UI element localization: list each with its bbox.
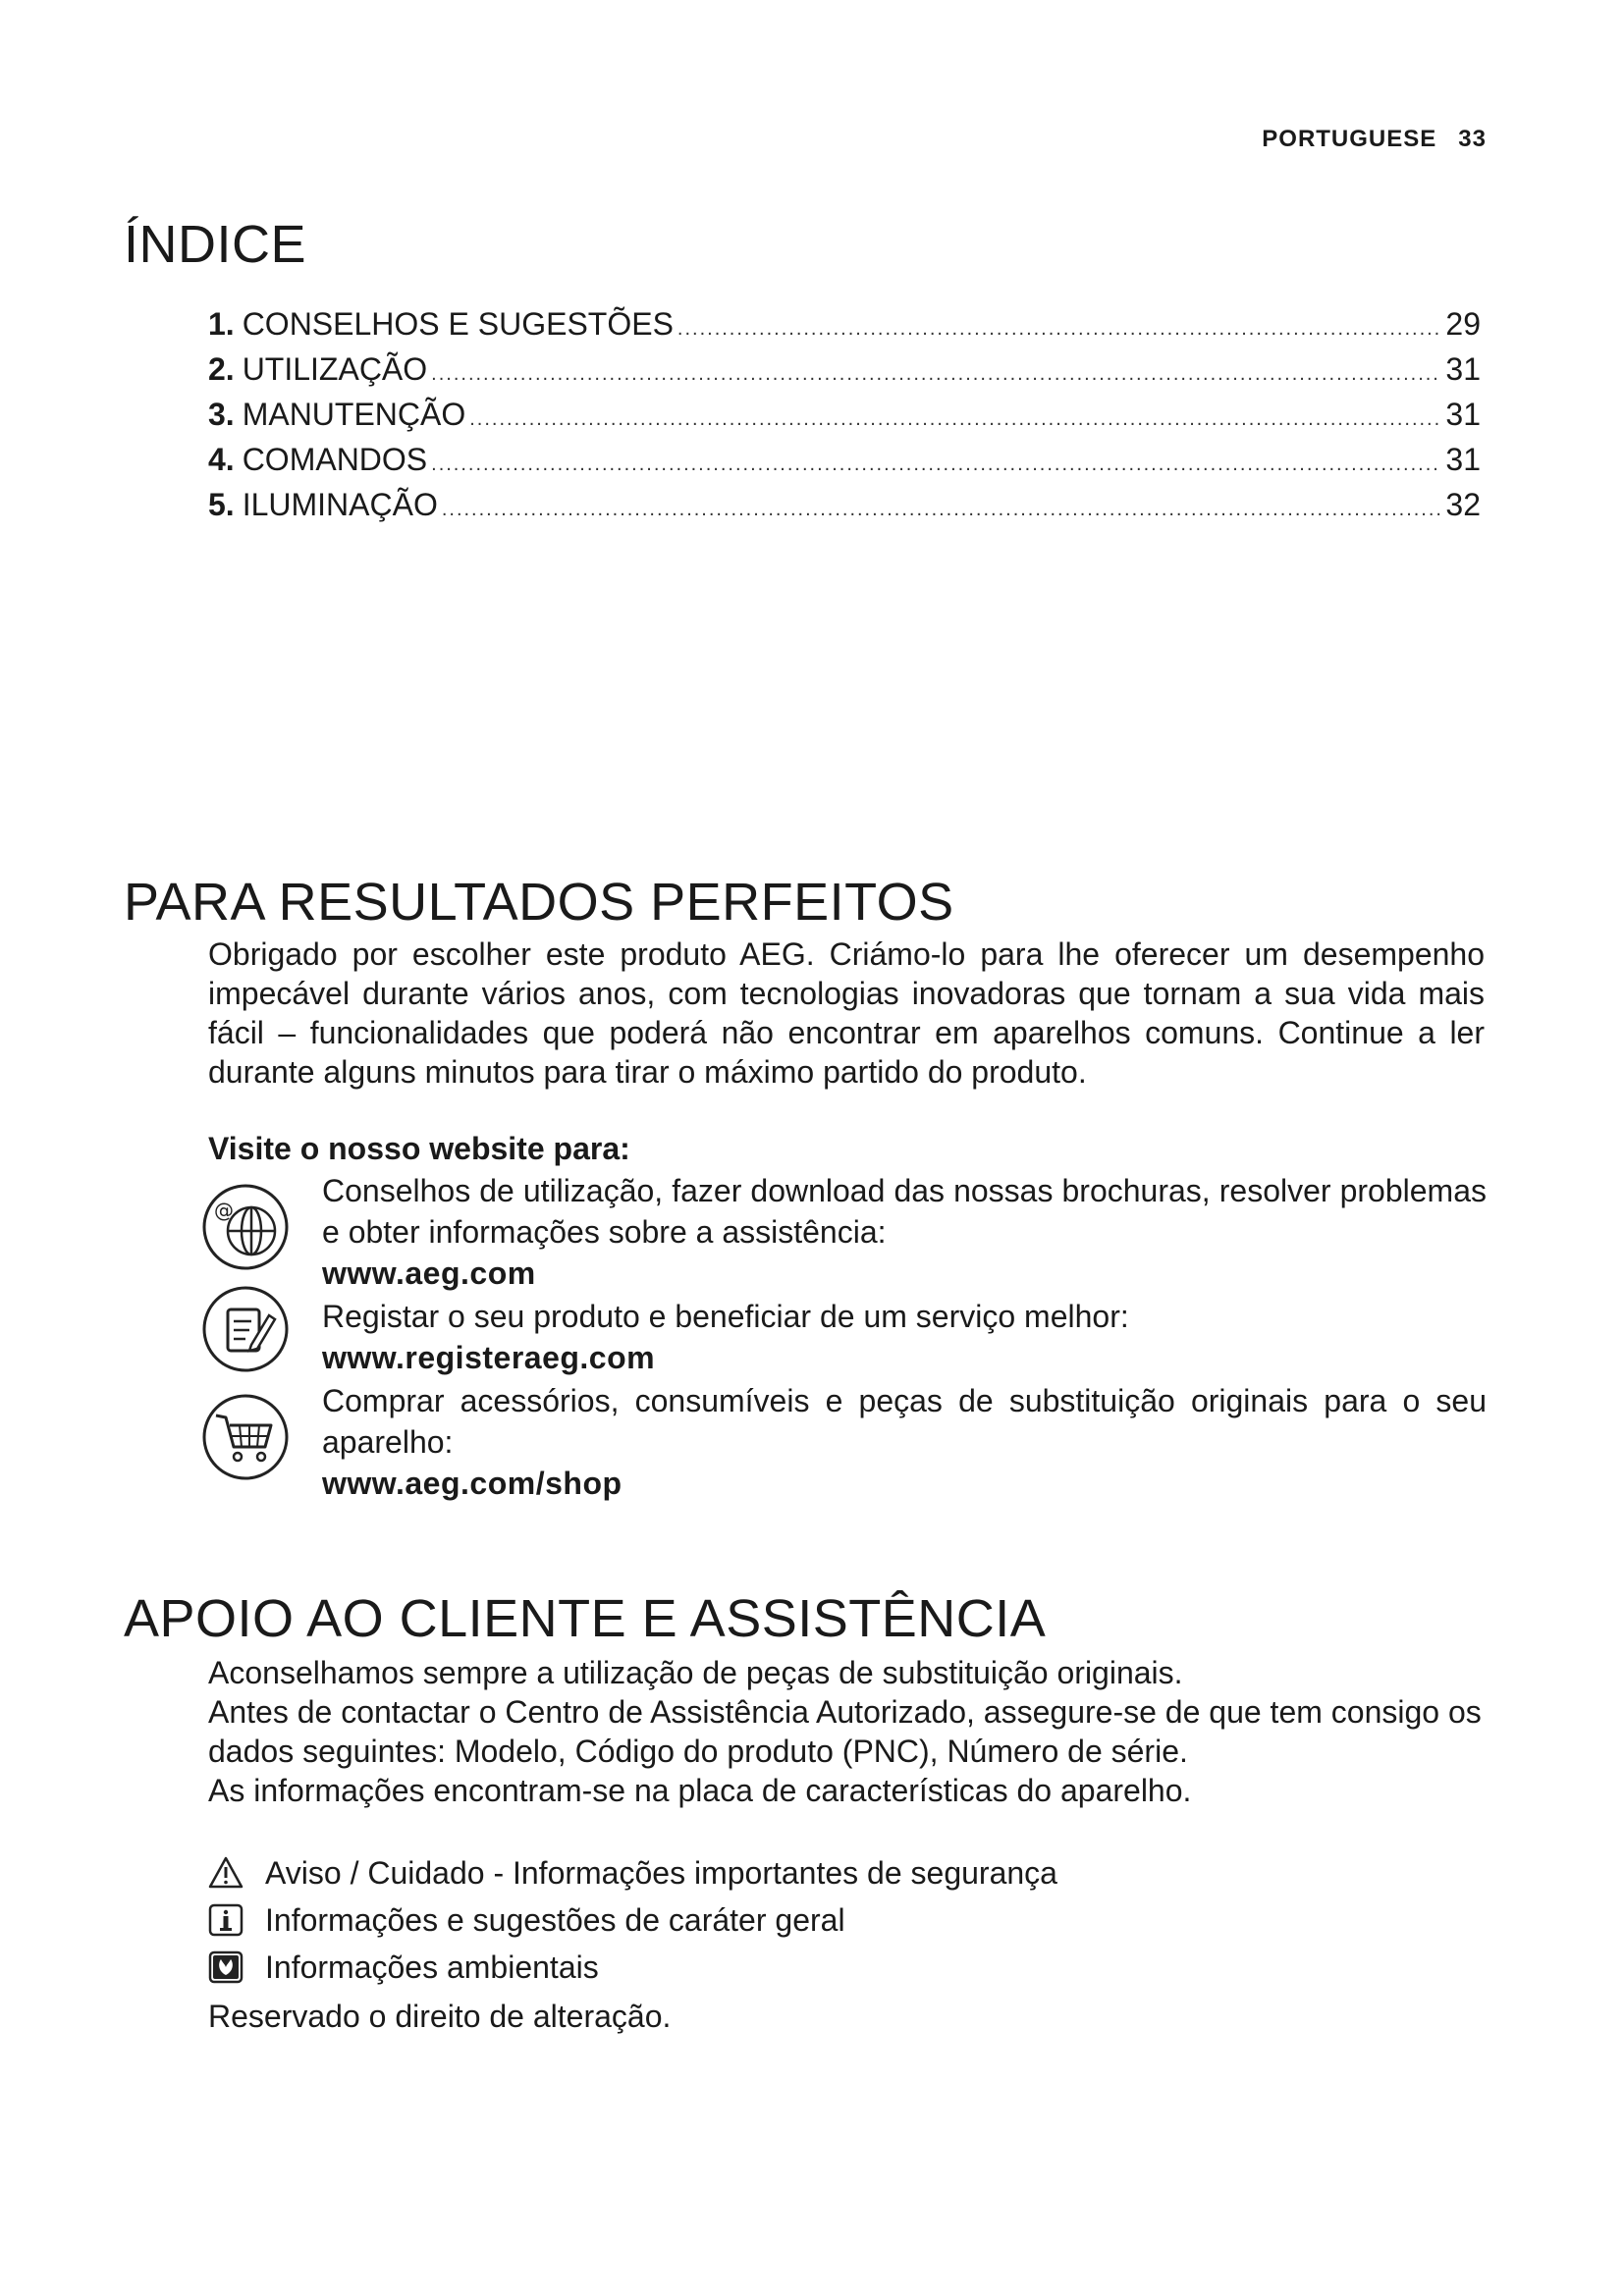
website-link[interactable]: www.aeg.com/shop: [322, 1466, 623, 1501]
rights-reserved-note: Reservado o direito de alteração.: [208, 1999, 672, 2034]
toc-leader-dots: [431, 445, 1441, 485]
toc-item-page: 31: [1445, 397, 1481, 432]
shopping-cart-icon: [200, 1392, 291, 1482]
symbol-legend: [208, 1849, 1057, 1991]
toc-leader-dots: [469, 400, 1441, 440]
perfect-results-title: PARA RESULTADOS PERFEITOS: [124, 873, 954, 932]
toc-item-page: 31: [1445, 442, 1481, 477]
page-number: 33: [1458, 126, 1487, 152]
toc-item-number: 3.: [208, 397, 235, 432]
toc-item[interactable]: [208, 440, 1481, 485]
website-description: Registar o seu produto e beneficiar de um serviço melhor:: [322, 1299, 1129, 1334]
environment-icon: [208, 1949, 244, 1985]
toc-item[interactable]: [208, 485, 1481, 530]
website-description: Comprar acessórios, consumíveis e peças de substituição originais para o seu aparelho:: [322, 1383, 1487, 1460]
toc-item-page: 32: [1445, 487, 1481, 522]
legend-text: Informações e sugestões de caráter geral: [265, 1901, 845, 1938]
toc-item-label: CONSELHOS E SUGESTÕES: [242, 306, 674, 342]
toc-item[interactable]: [208, 349, 1481, 395]
toc-item-label: ILUMINAÇÃO: [242, 487, 438, 522]
toc-item-page: 31: [1445, 351, 1481, 387]
support-line: Antes de contactar o Centro de Assistência Autorizado, assegure-se de que tem consigo os dados seguintes: Modelo, Código do produto (PNC), Número de série.: [208, 1694, 1482, 1769]
page-header: [1262, 126, 1487, 153]
legend-item-environment: [208, 1944, 1057, 1991]
toc-item-label: UTILIZAÇÃO: [242, 351, 428, 387]
website-link[interactable]: www.registeraeg.com: [322, 1340, 656, 1375]
legend-item-info: [208, 1896, 1057, 1944]
toc-item-number: 1.: [208, 306, 235, 342]
warning-icon: [208, 1855, 244, 1891]
legend-item-warning: [208, 1849, 1057, 1896]
info-icon: [208, 1902, 244, 1938]
legend-text: Aviso / Cuidado - Informações importantes de segurança: [265, 1854, 1057, 1891]
toc-leader-dots: [442, 490, 1442, 530]
toc-item-page: 29: [1445, 306, 1481, 342]
website-description: Conselhos de utilização, fazer download das nossas brochuras, resolver problemas e obter informações sobre a assistência:: [322, 1173, 1487, 1250]
toc-item[interactable]: [208, 304, 1481, 349]
index-title: ÍNDICE: [124, 215, 307, 274]
support-line: Aconselhamos sempre a utilização de peças de substituição originais.: [208, 1655, 1183, 1690]
website-link[interactable]: www.aeg.com: [322, 1255, 536, 1291]
intro-paragraph: Obrigado por escolher este produto AEG. Criámo-lo para lhe oferecer um desempenho impecável durante vários anos, com tecnologias inovadoras que tornam a sua vida mais fácil – funcionalidades que poderá não encontrar em aparelhos comuns. Continue a ler durante alguns minutos para tirar o máximo partido do produto.: [208, 936, 1485, 1090]
toc-item-number: 5.: [208, 487, 235, 522]
toc-leader-dots: [431, 354, 1441, 395]
legend-text: Informações ambientais: [265, 1949, 599, 1985]
visit-website-heading: Visite o nosso website para:: [208, 1131, 630, 1166]
register-icon: [200, 1284, 291, 1374]
header-language: PORTUGUESE: [1262, 126, 1437, 152]
globe-icon: [200, 1182, 291, 1272]
toc-item-label: COMANDOS: [242, 442, 428, 477]
support-title: APOIO AO CLIENTE E ASSISTÊNCIA: [124, 1589, 1047, 1648]
toc-item[interactable]: [208, 395, 1481, 440]
support-line: As informações encontram-se na placa de características do aparelho.: [208, 1773, 1192, 1808]
table-of-contents: [208, 304, 1481, 530]
svg-text:@: @: [214, 1199, 234, 1222]
toc-item-number: 4.: [208, 442, 235, 477]
toc-item-number: 2.: [208, 351, 235, 387]
toc-item-label: MANUTENÇÃO: [242, 397, 466, 432]
support-paragraph: [208, 1653, 1485, 1810]
toc-leader-dots: [677, 309, 1442, 349]
